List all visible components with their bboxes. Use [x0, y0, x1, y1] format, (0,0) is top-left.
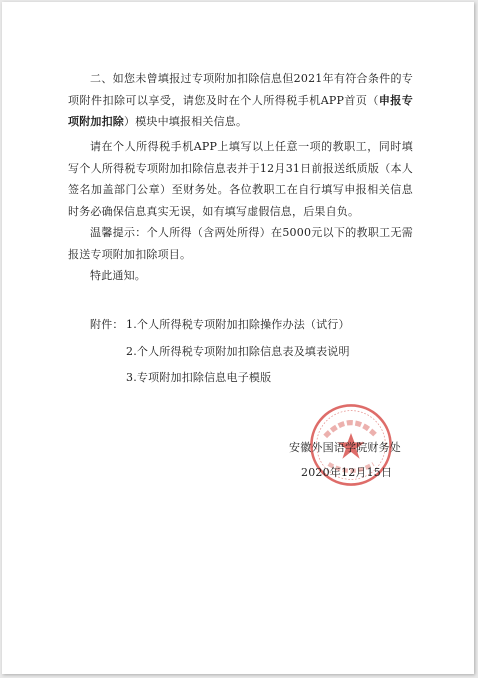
- document-page: [2, 2, 474, 674]
- notice-closing: 特此通知。: [90, 269, 146, 282]
- issuing-organization: 安徽外国语学院财务处: [289, 441, 401, 454]
- attachment-item-3: 3.专项附加扣除信息电子模版: [126, 371, 272, 384]
- paragraph-1-bold-module: 申报专项附加扣除: [68, 93, 413, 128]
- paragraph-submission-instructions: 请在个人所得税手机APP上填写以上任意一项的教职工，同时填写个人所得税专项附加扣除信息表并于12月31日前报送纸质版（本人签名加盖部门公章）至财务处。各位教职工在自行填写申报相关信息时务必确保信息真实无误，如有填写虚假信息，后果自负。: [68, 140, 413, 218]
- paragraph-1-text-b: ）模块中填报相关信息。: [124, 115, 248, 128]
- paragraph-1-text-a: 二、如您未曾填报过专项附加扣除信息但2021年有符合条件的专项附件扣除可以享受，请您及时在个人所得税手机APP首页（: [68, 72, 413, 107]
- paragraph-reminder: 温馨提示：个人所得（含两处所得）在5000元以下的教职工无需报送专项附加扣除项目。: [68, 226, 413, 261]
- attachment-item-1: 1.个人所得税专项附加扣除操作办法（试行）: [126, 318, 350, 331]
- attachment-item-2: 2.个人所得税专项附加扣除信息表及填表说明: [126, 345, 350, 358]
- attachments-label: 附件：: [90, 318, 124, 331]
- issue-date: 2020年12月15日: [301, 466, 393, 479]
- paragraph-deduction-notice: [68, 68, 413, 133]
